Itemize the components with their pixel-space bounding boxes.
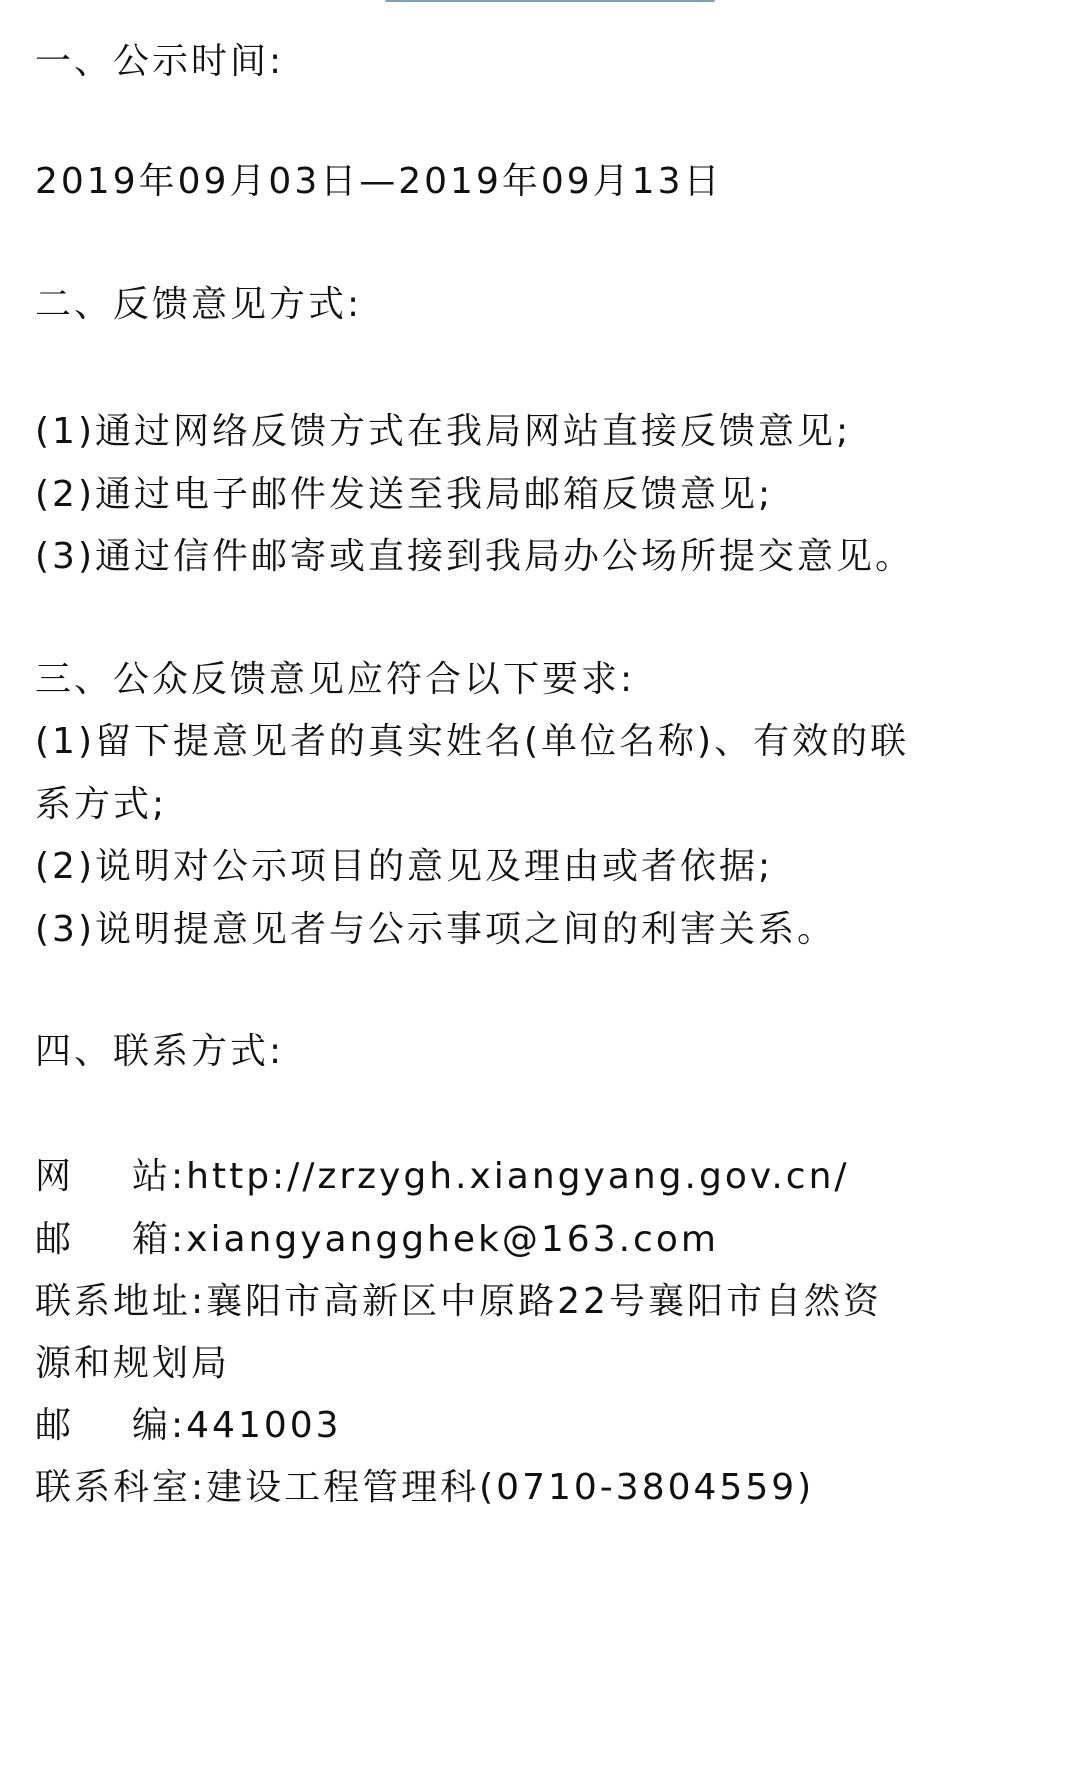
contact-address-continued: 源和规划局 [35, 1343, 231, 1384]
top-image-edge [385, 0, 715, 2]
requirement-item: (1)留下提意见者的真实姓名(单位名称)、有效的联 [35, 721, 910, 762]
email-link[interactable]: xiangyangghek@163.com [186, 1219, 719, 1260]
section-heading-feedback-methods: 二、反馈意见方式: [35, 284, 363, 325]
requirement-item-continued: 系方式; [35, 784, 168, 825]
section-heading-time: 一、公示时间: [35, 41, 285, 82]
office-label: 联系科室: [35, 1467, 207, 1508]
postcode-label-a: 邮 [35, 1405, 75, 1446]
requirement-item: (3)说明提意见者与公示事项之间的利害关系。 [35, 909, 836, 950]
postcode-value: 441003 [186, 1405, 342, 1446]
feedback-method-item: (2)通过电子邮件发送至我局邮箱反馈意见; [35, 474, 774, 515]
feedback-method-item: (1)通过网络反馈方式在我局网站直接反馈意见; [35, 411, 852, 452]
office-value: 建设工程管理科(0710-3804559) [206, 1467, 815, 1508]
address-value: 襄阳市高新区中原路22号襄阳市自然资 [206, 1281, 882, 1322]
website-link[interactable]: http://zrzygh.xiangyang.gov.cn/ [186, 1156, 850, 1197]
section-heading-contact: 四、联系方式: [35, 1031, 285, 1072]
contact-office-row [35, 1466, 814, 1510]
postcode-label-b: 编: [132, 1405, 187, 1446]
address-label: 联系地址: [35, 1281, 207, 1322]
feedback-method-item: (3)通过信件邮寄或直接到我局办公场所提交意见。 [35, 536, 914, 577]
contact-postcode-row [35, 1404, 342, 1448]
publicity-period: 2019年09月03日—2019年09月13日 [35, 161, 723, 202]
website-label-b: 站: [132, 1156, 187, 1197]
requirement-item: (2)说明对公示项目的意见及理由或者依据; [35, 846, 774, 887]
contact-website-row [35, 1155, 850, 1199]
email-label-b: 箱: [132, 1219, 187, 1260]
website-label-a: 网 [35, 1156, 75, 1197]
contact-address-row [35, 1280, 882, 1324]
contact-email-row [35, 1218, 719, 1262]
section-heading-requirements: 三、公众反馈意见应符合以下要求: [35, 659, 636, 700]
email-label-a: 邮 [35, 1219, 75, 1260]
